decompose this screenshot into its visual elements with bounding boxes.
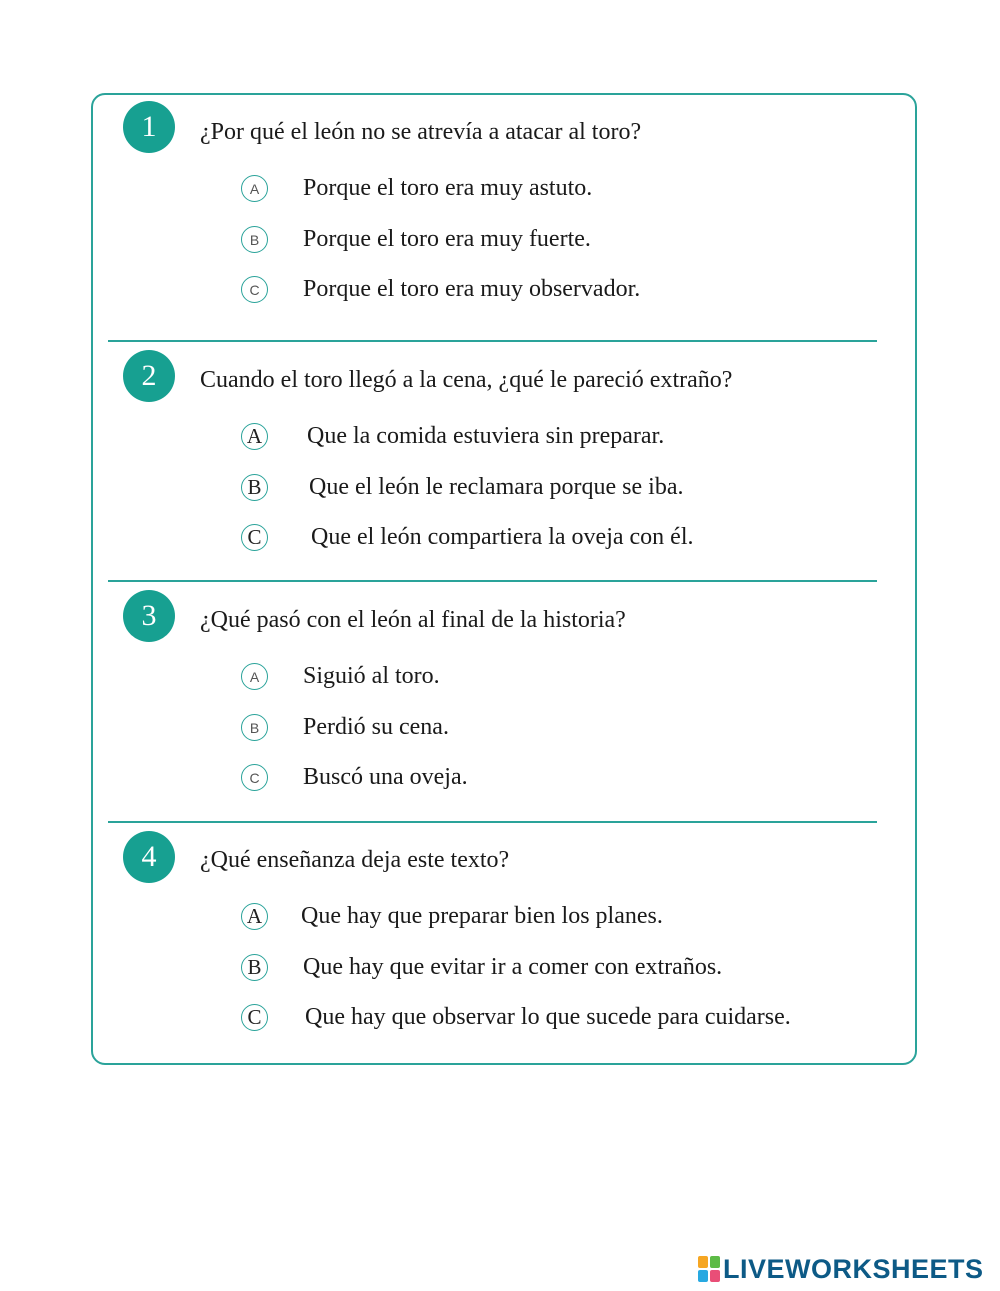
question-number-badge: 2 (123, 350, 175, 402)
question-text: ¿Qué enseñanza deja este texto? (200, 847, 510, 873)
answer-option-c[interactable] (241, 522, 901, 556)
option-letter-circle[interactable]: A (241, 663, 268, 690)
option-letter-circle[interactable]: A (241, 423, 268, 450)
option-text: Porque el toro era muy observador. (303, 276, 641, 302)
option-letter-circle[interactable]: B (241, 226, 268, 253)
option-letter-circle[interactable]: B (241, 954, 268, 981)
question-number-badge: 1 (123, 101, 175, 153)
quiz-card (91, 93, 917, 1065)
answer-option-b[interactable] (241, 712, 901, 746)
question-number-badge: 3 (123, 590, 175, 642)
option-text: Que el león compartiera la oveja con él. (311, 524, 694, 550)
option-text: Porque el toro era muy fuerte. (303, 226, 591, 252)
question-text: ¿Qué pasó con el león al final de la historia? (200, 607, 626, 633)
option-text: Siguió al toro. (303, 663, 440, 689)
section-divider (108, 340, 877, 342)
answer-option-b[interactable] (241, 952, 901, 986)
option-letter-circle[interactable]: C (241, 764, 268, 791)
option-text: Que la comida estuviera sin preparar. (307, 423, 665, 449)
answer-option-a[interactable] (241, 661, 901, 695)
option-letter-circle[interactable]: C (241, 524, 268, 551)
option-text: Que el león le reclamara porque se iba. (309, 474, 684, 500)
option-text: Que hay que observar lo que sucede para cuidarse. (305, 1004, 791, 1030)
answer-option-b[interactable] (241, 224, 901, 258)
answer-option-c[interactable] (241, 1002, 901, 1036)
option-text: Perdió su cena. (303, 714, 449, 740)
option-letter-circle[interactable]: A (241, 903, 268, 930)
option-letter-circle[interactable]: B (241, 714, 268, 741)
answer-option-a[interactable] (241, 173, 901, 207)
option-text: Buscó una oveja. (303, 764, 468, 790)
answer-option-a[interactable] (241, 901, 901, 935)
section-divider (108, 580, 877, 582)
liveworksheets-logo (698, 1255, 984, 1283)
answer-option-a[interactable] (241, 421, 901, 455)
answer-option-c[interactable] (241, 274, 901, 308)
option-letter-circle[interactable]: C (241, 276, 268, 303)
question-number-badge: 4 (123, 831, 175, 883)
option-text: Que hay que evitar ir a comer con extraños. (303, 954, 723, 980)
section-divider (108, 821, 877, 823)
option-text: Porque el toro era muy astuto. (303, 175, 593, 201)
answer-option-b[interactable] (241, 472, 901, 506)
question-text: Cuando el toro llegó a la cena, ¿qué le pareció extraño? (200, 367, 733, 393)
option-letter-circle[interactable]: B (241, 474, 268, 501)
option-text: Que hay que preparar bien los planes. (301, 903, 663, 929)
liveworksheets-logo-icon (698, 1256, 720, 1282)
question-text: ¿Por qué el león no se atrevía a atacar al toro? (200, 119, 642, 145)
answer-option-c[interactable] (241, 762, 901, 796)
option-letter-circle[interactable]: A (241, 175, 268, 202)
option-letter-circle[interactable]: C (241, 1004, 268, 1031)
logo-text: LIVEWORKSHEETS (723, 1253, 984, 1284)
